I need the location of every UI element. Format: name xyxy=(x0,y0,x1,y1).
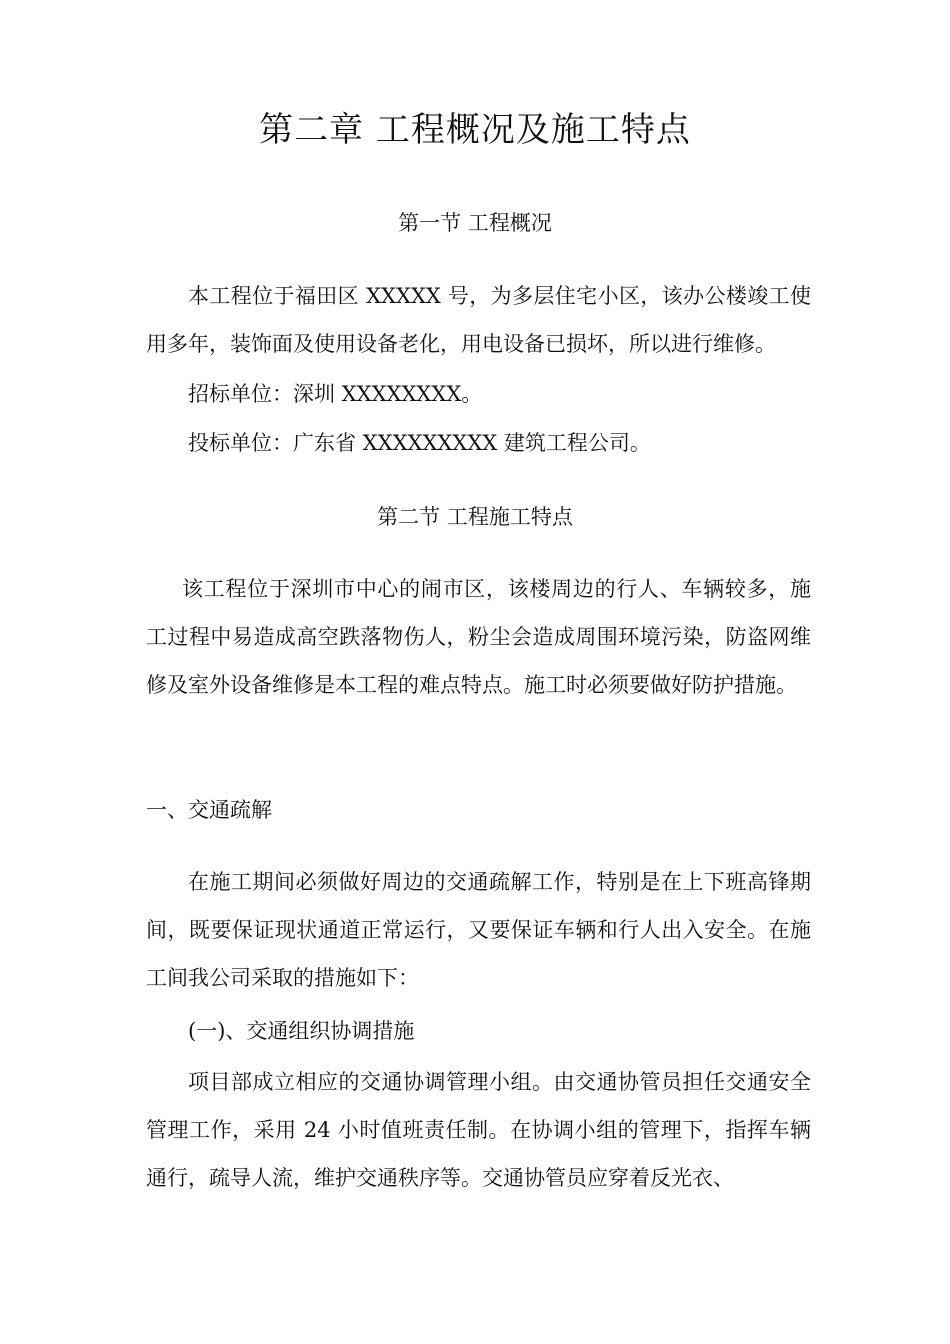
sub-heading-traffic-coordination: (一)、交通组织协调措施 xyxy=(188,1019,415,1043)
chapter-title: 第二章 工程概况及施工特点 xyxy=(259,110,691,150)
section-title-features: 第二节 工程施工特点 xyxy=(377,505,573,529)
section-title-overview: 第一节 工程概况 xyxy=(398,211,552,235)
project-location-paragraph: 本工程位于福田区 XXXXX 号，为多层住宅小区，该办公楼竣工使用多年，装饰面及使用设备老化，用电设备已损坏，所以进行维修。 xyxy=(146,284,811,356)
traffic-coordination-paragraph: 项目部成立相应的交通协调管理小组。由交通协管员担任交通安全管理工作，采用 24 小时值班责任制。在协调小组的管理下，指挥车辆通行，疏导人流，维护交通秩序等。交通协管员应穿着反光衣、 xyxy=(146,1070,811,1190)
heading-traffic-relief: 一、交通疏解 xyxy=(146,798,272,822)
traffic-relief-paragraph: 在施工期间必须做好周边的交通疏解工作，特别是在上下班高锋期间，既要保证现状通道正常运行，又要保证车辆和行人出入安全。在施工间我公司采取的措施如下： xyxy=(146,870,811,990)
bidder-unit-line: 投标单位：广东省 XXXXXXXXX 建筑工程公司。 xyxy=(188,431,651,455)
features-paragraph: 该工程位于深圳市中心的闹市区，该楼周边的行人、车辆较多，施工过程中易造成高空跌落物伤人，粉尘会造成周围环境污染，防盗网维修及室外设备维修是本工程的难点特点。施工时必须要做好防护措施。 xyxy=(146,577,811,697)
tender-unit-line: 招标单位：深圳 XXXXXXXX。 xyxy=(188,382,483,406)
